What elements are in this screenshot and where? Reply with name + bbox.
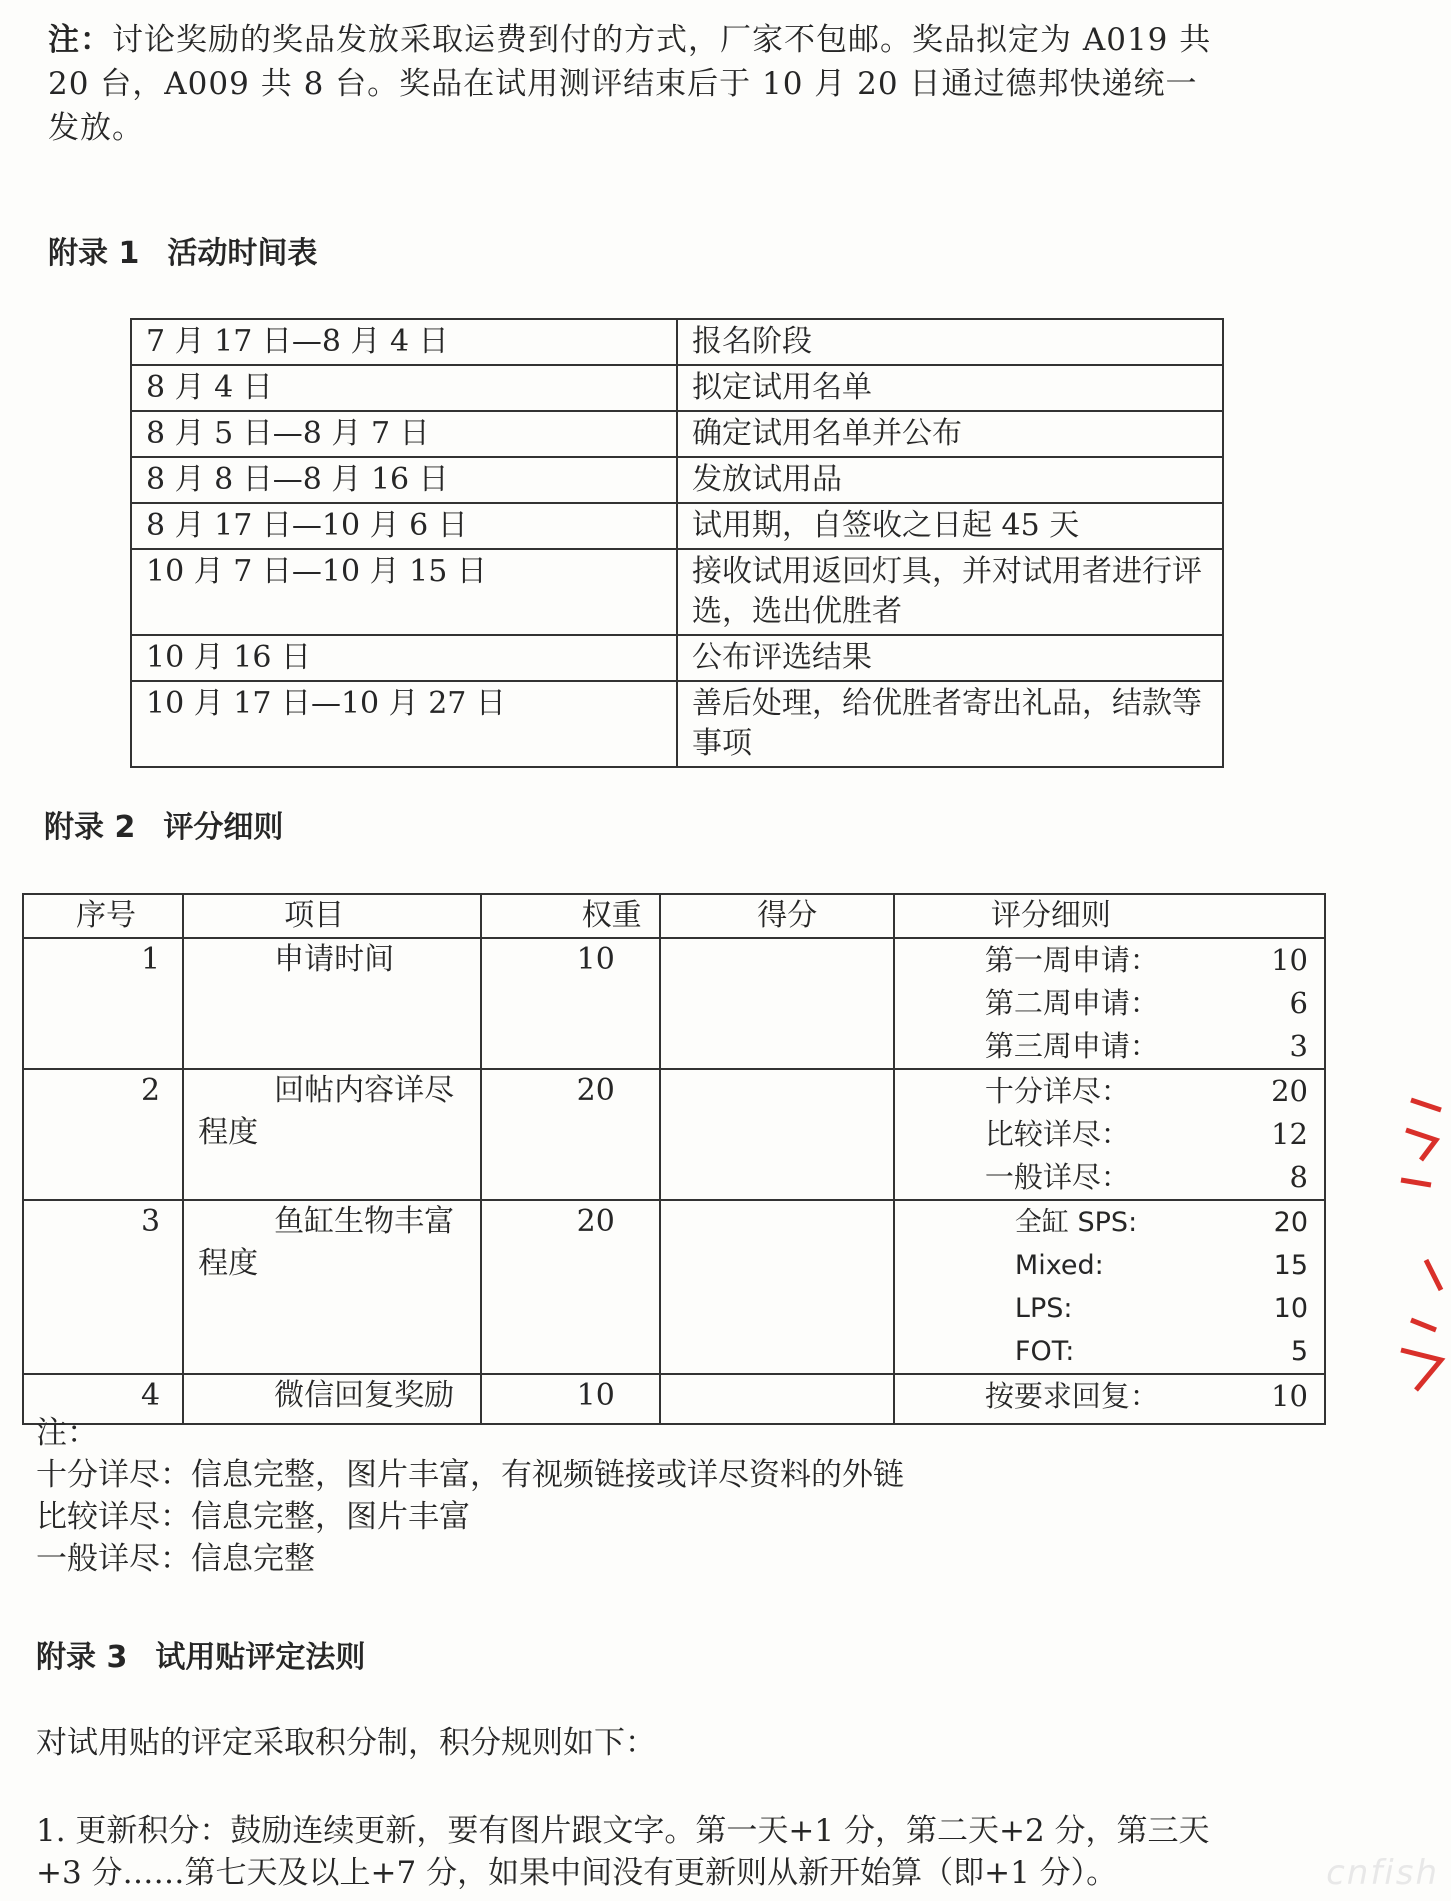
appendix1-title: 活动时间表 bbox=[167, 236, 318, 271]
scoring-rule-points: 10 bbox=[1273, 1293, 1308, 1324]
scoring-rule-line bbox=[895, 1287, 1324, 1330]
appendix3-title: 试用贴评定法则 bbox=[155, 1640, 366, 1675]
schedule-description: 接收试用返回灯具，并对试用者进行评选，选出优胜者 bbox=[677, 549, 1223, 635]
red-stamp-fragment bbox=[1381, 1090, 1451, 1410]
scoring-weight: 10 bbox=[481, 938, 661, 1069]
scoring-rule-points: 10 bbox=[1271, 943, 1308, 977]
scoring-rules bbox=[894, 1374, 1325, 1424]
schedule-table bbox=[130, 318, 1224, 768]
scoring-item-line: 程度 bbox=[198, 1115, 259, 1150]
scoring-rule-points: 8 bbox=[1289, 1160, 1308, 1194]
scoring-rule-label: 第一周申请： bbox=[984, 943, 1159, 977]
scoring-header-row bbox=[23, 894, 1325, 938]
appendix2-number: 附录 2 bbox=[44, 810, 136, 845]
schedule-row bbox=[131, 365, 1223, 411]
scoring-table bbox=[22, 893, 1326, 1425]
scoring-rule-label: 第二周申请： bbox=[984, 986, 1159, 1020]
appendix3-heading bbox=[36, 1632, 365, 1676]
scoring-score-cell bbox=[660, 1200, 894, 1374]
scoring-score-cell bbox=[660, 938, 894, 1069]
scoring-rule-points: 20 bbox=[1273, 1207, 1308, 1238]
scoring-rule-label: FOT: bbox=[1014, 1336, 1075, 1367]
schedule-description: 报名阶段 bbox=[677, 319, 1223, 365]
schedule-row bbox=[131, 457, 1223, 503]
scoring-rule-points: 3 bbox=[1289, 1029, 1308, 1063]
scoring-rule-points: 10 bbox=[1271, 1379, 1308, 1413]
scoring-number: 4 bbox=[23, 1374, 183, 1424]
scoring-notes bbox=[36, 1412, 904, 1580]
scoring-rule-line bbox=[895, 939, 1324, 982]
scoring-row bbox=[23, 938, 1325, 1069]
scoring-rule-points: 5 bbox=[1290, 1336, 1308, 1367]
scoring-rule-label: 比较详尽： bbox=[984, 1117, 1130, 1151]
scoring-note-line: 十分详尽：信息完整，图片丰富，有视频链接或详尽资料的外链 bbox=[36, 1457, 904, 1493]
schedule-row bbox=[131, 319, 1223, 365]
appendix2-title: 评分细则 bbox=[163, 810, 284, 845]
header-no: 序号 bbox=[23, 894, 183, 938]
schedule-description: 试用期，自签收之日起 45 天 bbox=[677, 503, 1223, 549]
schedule-date: 10 月 16 日 bbox=[131, 635, 677, 681]
scoring-weight: 20 bbox=[481, 1069, 661, 1200]
scoring-rule-label: LPS: bbox=[1014, 1293, 1073, 1324]
scoring-rule-line bbox=[895, 1244, 1324, 1287]
scoring-rule-label: 十分详尽： bbox=[984, 1074, 1130, 1108]
scoring-item-line: 回帖内容详尽 bbox=[274, 1073, 455, 1108]
scoring-rule-label: 第三周申请： bbox=[984, 1029, 1159, 1063]
scoring-item-line: 程度 bbox=[198, 1246, 259, 1281]
header-item: 项目 bbox=[183, 894, 481, 938]
scoring-note-line: 一般详尽：信息完整 bbox=[36, 1541, 315, 1577]
schedule-date: 8 月 8 日—8 月 16 日 bbox=[131, 457, 677, 503]
scoring-weight: 10 bbox=[481, 1374, 661, 1424]
site-watermark: cnfish bbox=[1326, 1853, 1439, 1893]
scoring-rules bbox=[894, 1200, 1325, 1374]
header-weight: 权重 bbox=[481, 894, 661, 938]
schedule-date: 10 月 17 日—10 月 27 日 bbox=[131, 681, 677, 767]
appendix3-number: 附录 3 bbox=[36, 1640, 128, 1675]
scoring-rule-line bbox=[895, 1156, 1324, 1199]
scoring-item bbox=[183, 1069, 481, 1200]
scoring-item-line: 鱼缸生物丰富 bbox=[274, 1204, 455, 1239]
schedule-date: 8 月 17 日—10 月 6 日 bbox=[131, 503, 677, 549]
appendix2-heading bbox=[44, 802, 283, 846]
appendix1-heading bbox=[48, 228, 317, 272]
scoring-number: 1 bbox=[23, 938, 183, 1069]
schedule-description: 确定试用名单并公布 bbox=[677, 411, 1223, 457]
schedule-date: 8 月 5 日—8 月 7 日 bbox=[131, 411, 677, 457]
scoring-number: 2 bbox=[23, 1069, 183, 1200]
appendix3-intro: 对试用贴的评定采取积分制，积分规则如下： bbox=[36, 1725, 656, 1761]
appendix1-number: 附录 1 bbox=[48, 236, 140, 271]
scoring-row bbox=[23, 1069, 1325, 1200]
scoring-rule-line bbox=[895, 1375, 1324, 1418]
schedule-row bbox=[131, 503, 1223, 549]
scoring-row bbox=[23, 1200, 1325, 1374]
scoring-rule-line bbox=[895, 1330, 1324, 1373]
schedule-date: 10 月 7 日—10 月 15 日 bbox=[131, 549, 677, 635]
scoring-item bbox=[183, 1200, 481, 1374]
scoring-rules bbox=[894, 1069, 1325, 1200]
scoring-score-cell bbox=[660, 1069, 894, 1200]
schedule-description: 善后处理，给优胜者寄出礼品，结款等事项 bbox=[677, 681, 1223, 767]
scoring-rule-points: 20 bbox=[1271, 1074, 1308, 1108]
scoring-rule-line bbox=[895, 1025, 1324, 1068]
scoring-item bbox=[183, 938, 481, 1069]
scoring-number: 3 bbox=[23, 1200, 183, 1374]
scoring-rule-line bbox=[895, 982, 1324, 1025]
scoring-rule-label: 按要求回复： bbox=[984, 1379, 1159, 1413]
scoring-rule-points: 12 bbox=[1271, 1117, 1308, 1151]
header-score: 得分 bbox=[660, 894, 894, 938]
scoring-rule-points: 6 bbox=[1289, 986, 1308, 1020]
scoring-rule-label: Mixed: bbox=[1014, 1250, 1104, 1281]
schedule-row bbox=[131, 635, 1223, 681]
scoring-rule-points: 15 bbox=[1273, 1250, 1308, 1281]
schedule-row bbox=[131, 549, 1223, 635]
prize-note bbox=[48, 18, 1228, 150]
header-rules: 评分细则 bbox=[894, 894, 1325, 938]
scoring-rule-line bbox=[895, 1201, 1324, 1244]
schedule-date: 7 月 17 日—8 月 4 日 bbox=[131, 319, 677, 365]
schedule-description: 公布评选结果 bbox=[677, 635, 1223, 681]
scoring-notes-label: 注： bbox=[36, 1415, 98, 1451]
scoring-rules bbox=[894, 938, 1325, 1069]
appendix3-rule1: 1. 更新积分：鼓励连续更新，要有图片跟文字。第一天+1 分，第二天+2 分，第三天+3 分……第七天及以上+7 分，如果中间没有更新则从新开始算（即+1 分）。 bbox=[36, 1813, 1210, 1891]
scoring-item-line: 微信回复奖励 bbox=[274, 1378, 455, 1413]
scoring-rule-line bbox=[895, 1070, 1324, 1113]
scoring-note-line: 比较详尽：信息完整，图片丰富 bbox=[36, 1499, 470, 1535]
schedule-description: 发放试用品 bbox=[677, 457, 1223, 503]
scoring-rule-line bbox=[895, 1113, 1324, 1156]
schedule-row bbox=[131, 681, 1223, 767]
schedule-row bbox=[131, 411, 1223, 457]
scoring-item-line: 申请时间 bbox=[274, 942, 395, 977]
note-text: 讨论奖励的奖品发放采取运费到付的方式，厂家不包邮。奖品拟定为 A019 共 20 台，A009 共 8 台。奖品在试用测评结束后于 10 月 20 日通过德邦快递统一发放。 bbox=[48, 22, 1212, 146]
scoring-rule-label: 一般详尽： bbox=[984, 1160, 1130, 1194]
schedule-description: 拟定试用名单 bbox=[677, 365, 1223, 411]
note-label: 注： bbox=[48, 22, 112, 58]
scoring-rule-label: 全缸 SPS: bbox=[1014, 1207, 1138, 1238]
schedule-date: 8 月 4 日 bbox=[131, 365, 677, 411]
scoring-weight: 20 bbox=[481, 1200, 661, 1374]
